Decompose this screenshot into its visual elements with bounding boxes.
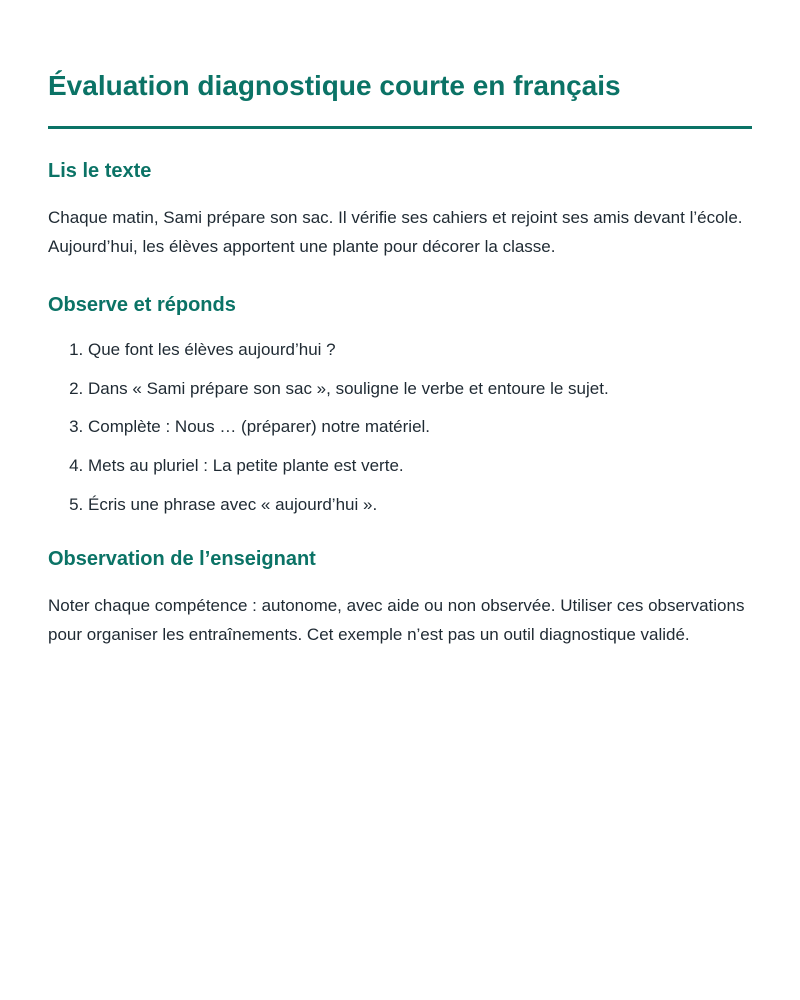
- question-item: 1. Que font les élèves aujourd’hui ?: [88, 338, 752, 362]
- question-list: [48, 338, 752, 517]
- question-item: 5. Écris une phrase avec « aujourd’hui ».: [88, 493, 752, 517]
- question-item: 2. Dans « Sami prépare son sac », souligne le verbe et entoure le sujet.: [88, 377, 752, 401]
- title-divider: [48, 126, 752, 129]
- reading-text: Chaque matin, Sami prépare son sac. Il vérifie ses cahiers et rejoint ses amis devant l’école. Aujourd’hui, les élèves apportent une plante pour décorer la classe.: [48, 208, 743, 256]
- teacher-notes-text: Noter chaque compétence : autonome, avec aide ou non observée. Utiliser ces observations pour organiser les entraînements. Cet exemple n’est pas un outil diagnostique validé.: [48, 595, 745, 644]
- reading-heading: Lis le texte: [48, 160, 152, 182]
- questions-heading: Observe et réponds: [48, 294, 236, 316]
- page-title: Évaluation diagnostique courte en français: [48, 70, 621, 101]
- question-item: 4. Mets au pluriel : La petite plante est verte.: [88, 454, 752, 478]
- teacher-notes-heading: Observation de l’enseignant: [48, 547, 316, 570]
- question-item: 3. Complète : Nous … (préparer) notre matériel.: [88, 415, 752, 439]
